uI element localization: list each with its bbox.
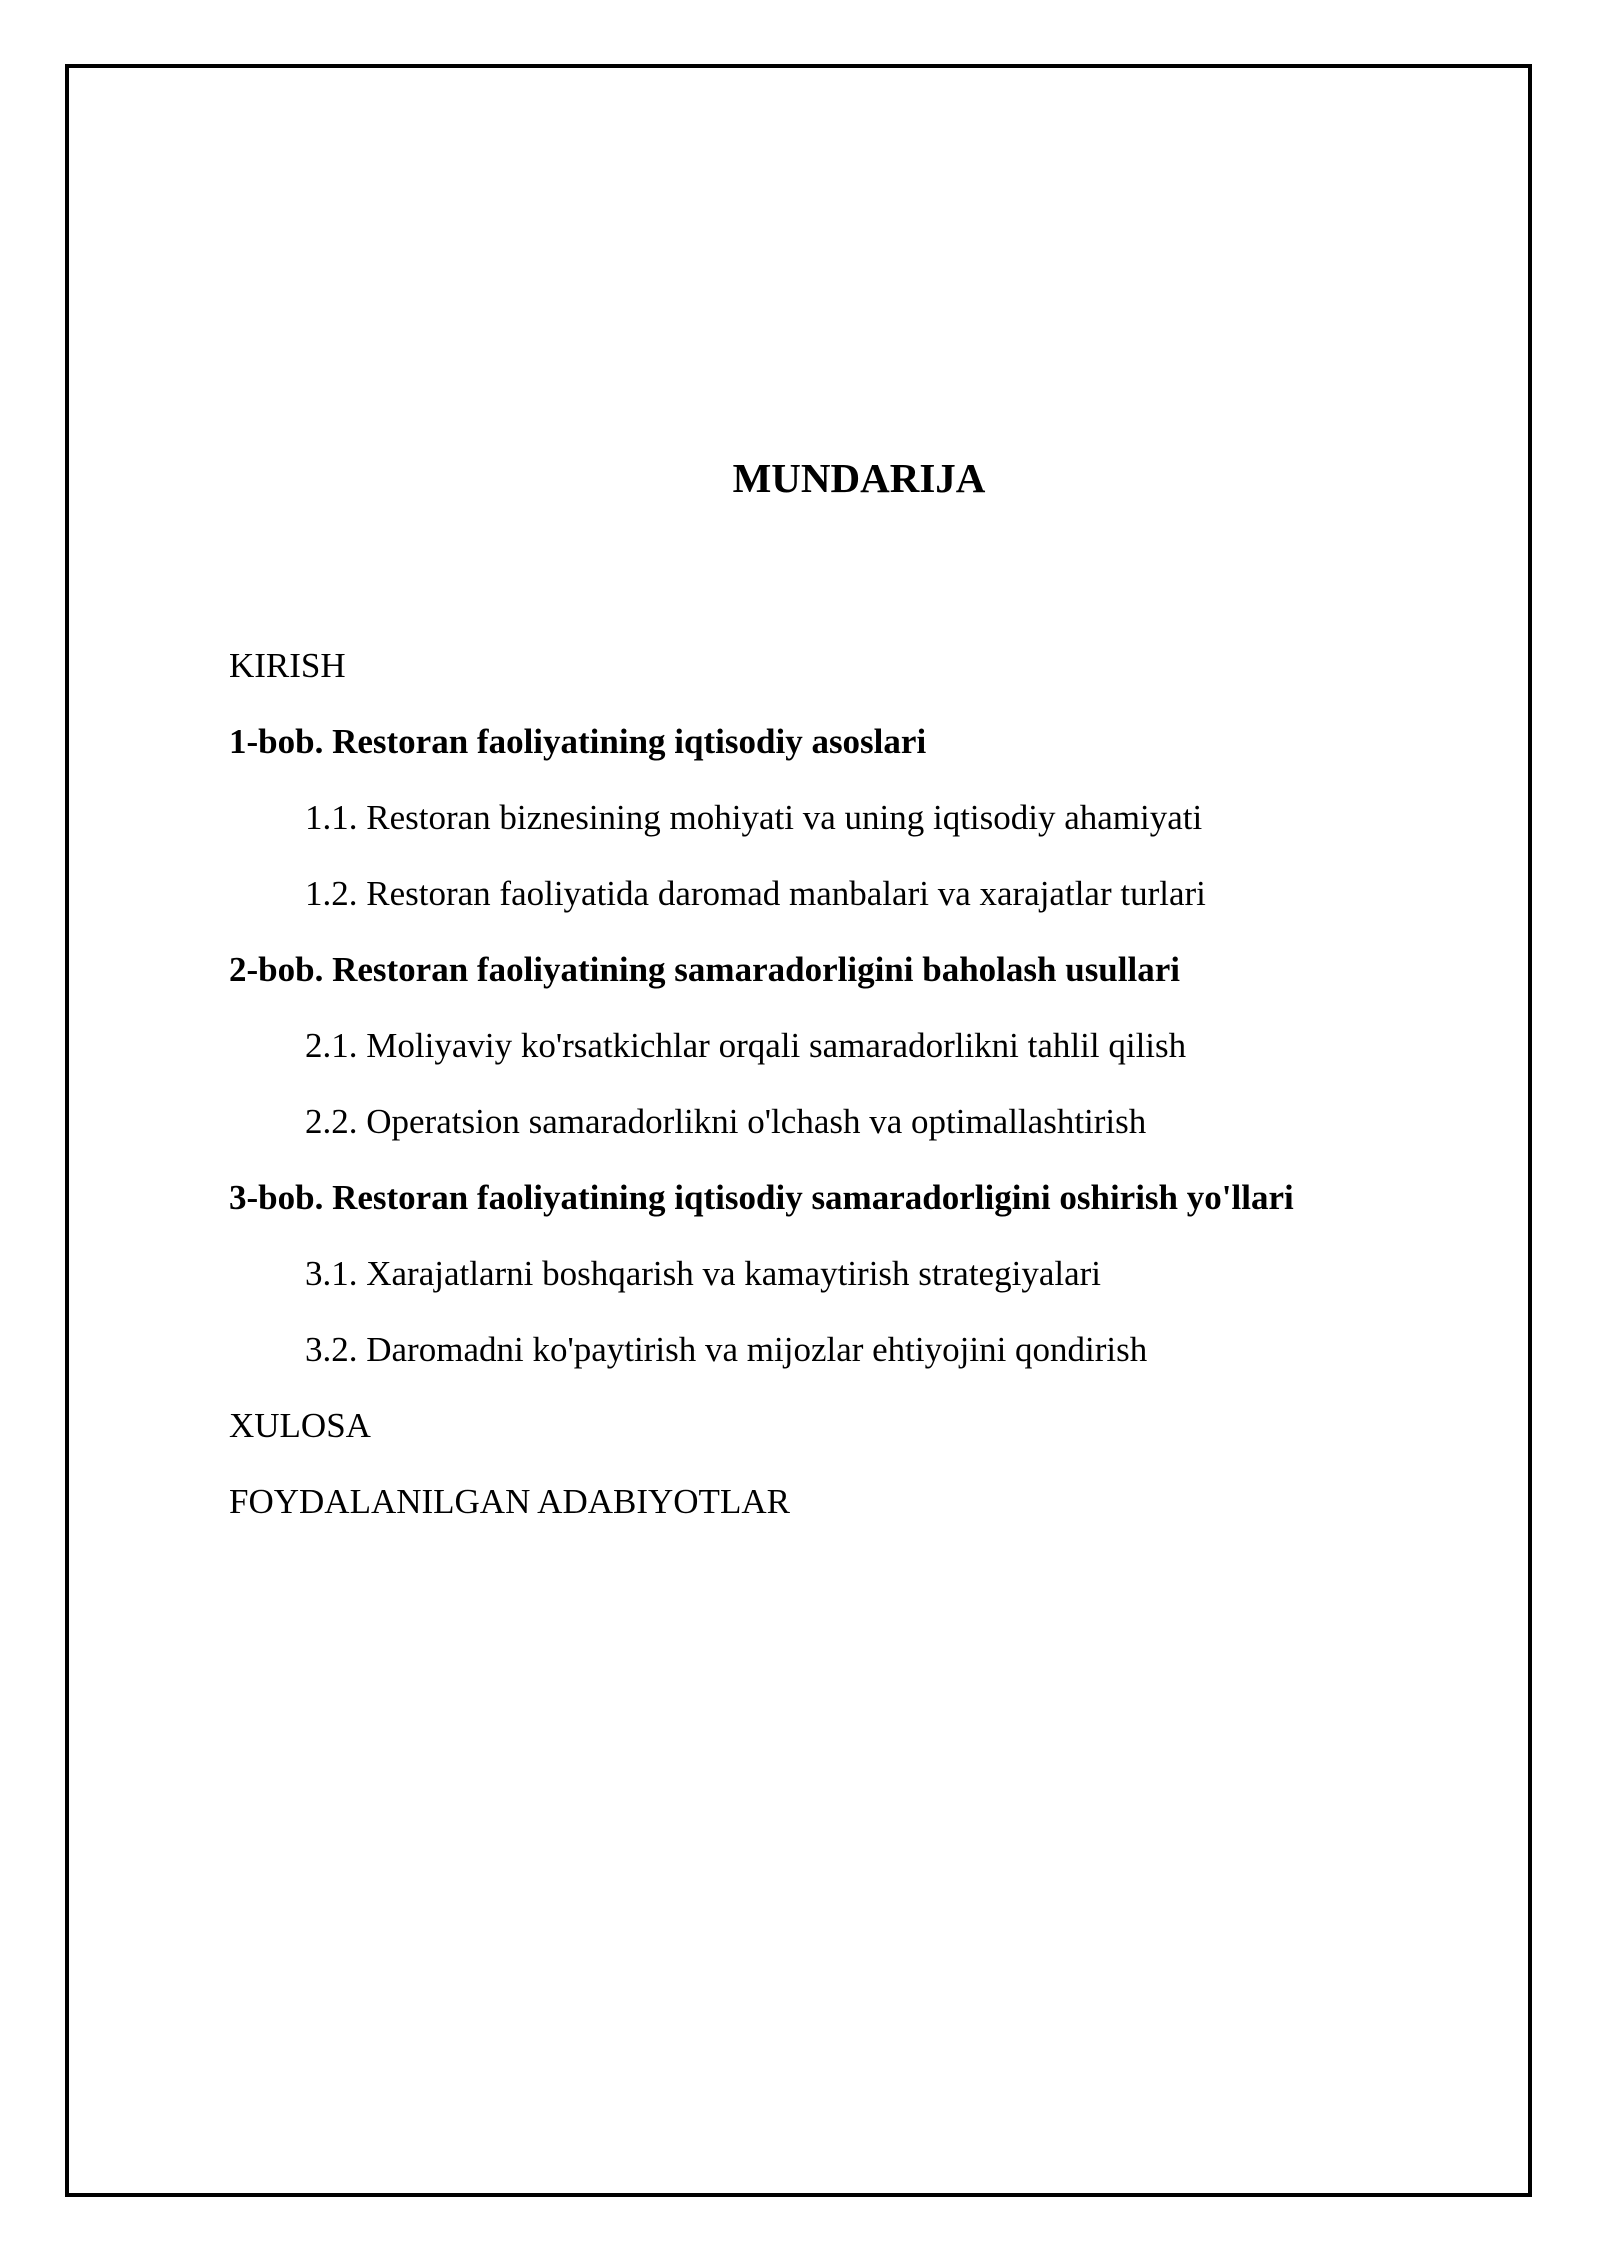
toc-entry-introduction: KIRISH	[229, 646, 346, 685]
toc-entry-conclusion: XULOSA	[229, 1406, 371, 1445]
page-title: MUNDARIJA	[732, 455, 986, 501]
toc-chapter-2: 2-bob. Restoran faoliyatining samaradorligini baholash usullari	[229, 950, 1180, 989]
table-of-contents	[229, 643, 1294, 1555]
toc-section-2-2: 2.2. Operatsion samaradorlikni o'lchash va optimallashtirish	[305, 1102, 1147, 1141]
toc-entry-references: FOYDALANILGAN ADABIYOTLAR	[229, 1482, 790, 1521]
toc-chapter-1: 1-bob. Restoran faoliyatining iqtisodiy asoslari	[229, 722, 927, 761]
toc-section-1-1: 1.1. Restoran biznesining mohiyati va uning iqtisodiy ahamiyati	[305, 798, 1203, 837]
toc-section-3-1: 3.1. Xarajatlarni boshqarish va kamaytirish strategiyalari	[305, 1254, 1101, 1293]
toc-chapter-3: 3-bob. Restoran faoliyatining iqtisodiy samaradorligini oshirish yo'llari	[229, 1178, 1294, 1217]
toc-section-2-1: 2.1. Moliyaviy ko'rsatkichlar orqali samaradorlikni tahlil qilish	[305, 1026, 1187, 1065]
toc-section-1-2: 1.2. Restoran faoliyatida daromad manbalari va xarajatlar turlari	[305, 874, 1206, 913]
toc-section-3-2: 3.2. Daromadni ko'paytirish va mijozlar ehtiyojini qondirish	[305, 1330, 1148, 1369]
